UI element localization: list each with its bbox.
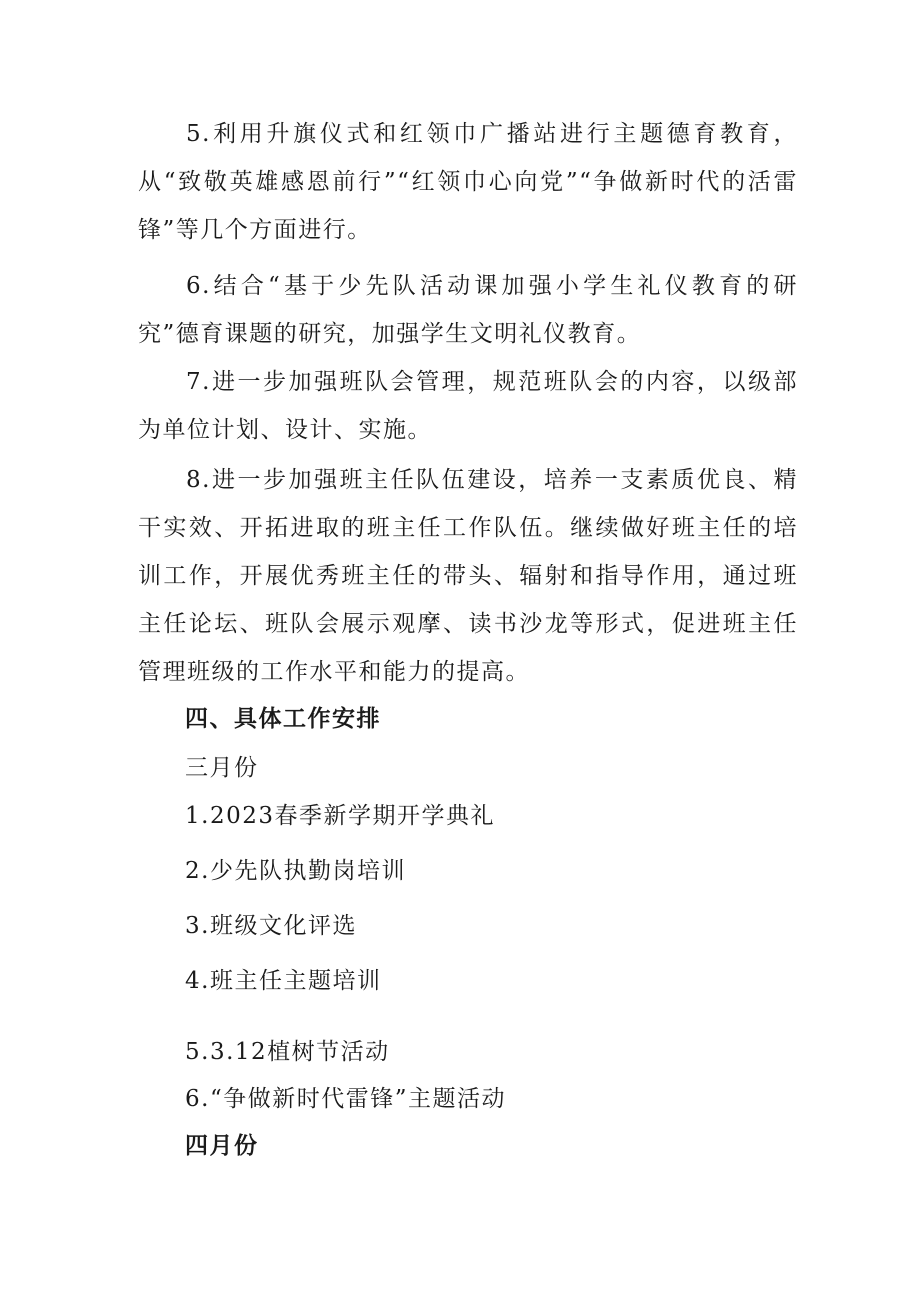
paragraph-item-8: 8.进一步加强班主任队伍建设，培养一支素质优良、精干实效、开拓进取的班主任工作队伍。继续做好班主任的培训工作，开展优秀班主任的带头、辐射和指导作用，通过班主任论坛、班队会展示观摩、读书沙龙等形式，促进班主任管理班级的工作水平和能力的提高。	[138, 467, 798, 685]
list-item: 4.班主任主题培训	[185, 968, 382, 994]
list-item: 3.班级文化评选	[185, 913, 357, 939]
paragraph-item-7: 7.进一步加强班队会管理，规范班队会的内容，以级部为单位计划、设计、实施。	[138, 369, 798, 443]
paragraph-item-5: 5.利用升旗仪式和红领巾广播站进行主题德育教育，从“致敬英雄感恩前行”“红领巾心向党”“争做新时代的活雷锋”等几个方面进行。	[138, 121, 798, 243]
paragraph-item-6: 6.结合“基于少先队活动课加强小学生礼仪教育的研究”德育课题的研究，加强学生文明礼仪教育。	[138, 273, 798, 347]
month-title-march: 三月份	[185, 755, 259, 781]
list-item: 1.2023春季新学期开学典礼	[185, 803, 495, 829]
list-item: 6.“争做新时代雷锋”主题活动	[185, 1086, 506, 1112]
section-heading: 四、具体工作安排	[185, 706, 381, 732]
list-item: 5.3.12植树节活动	[185, 1039, 390, 1065]
month-title-april: 四月份	[185, 1132, 259, 1159]
list-item: 2.少先队执勤岗培训	[185, 858, 406, 884]
